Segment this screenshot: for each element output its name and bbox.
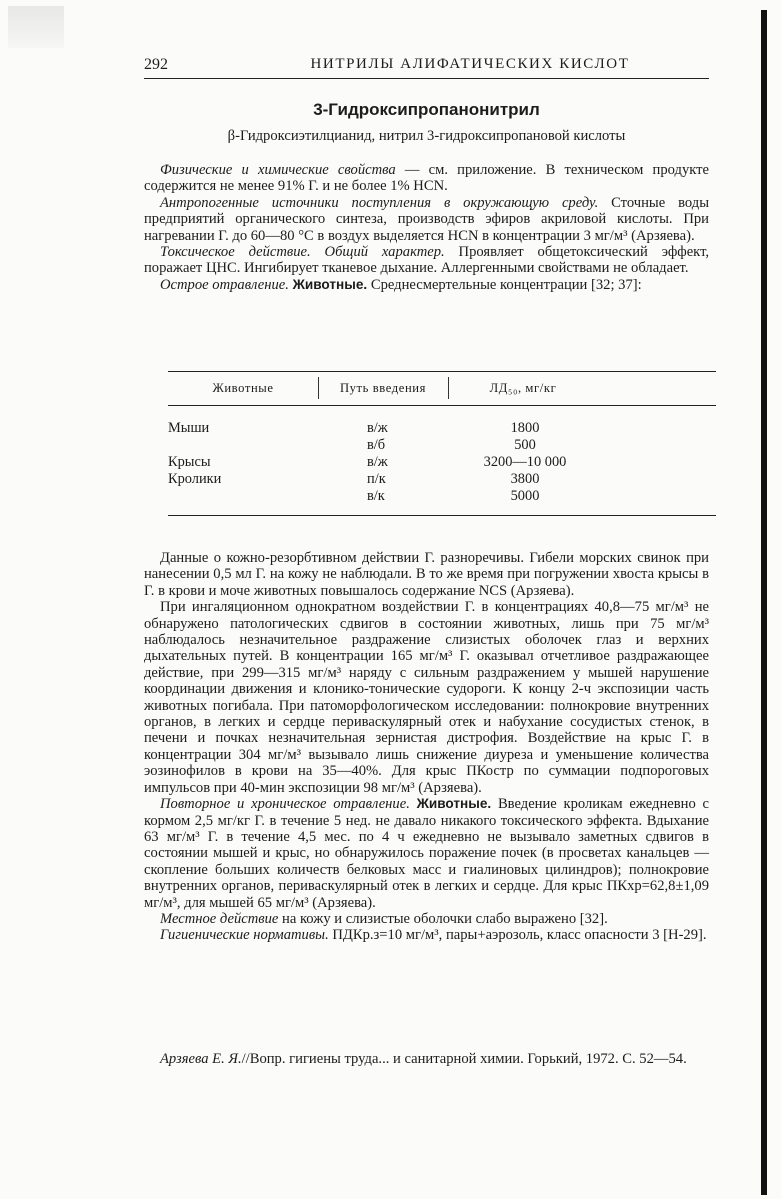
cell-route: в/ж [367, 420, 388, 436]
cell-value: 500 [514, 437, 536, 453]
sources-paragraph [144, 195, 709, 244]
hygiene-text: ПДКр.з=10 мг/м³, пары+аэрозоль, класс опасности 3 [Н-29]. [328, 927, 707, 944]
cell-value: 5000 [510, 488, 540, 504]
chronic-lead: Повторное и хроническое отравление. [160, 796, 410, 813]
toxic-text: Проявляет общетоксический эффект, поражает ЦНС. Ингибирует тканевое дыхание. Аллергенными свойствами не обладает. [144, 244, 709, 277]
cell-route: в/к [367, 488, 385, 504]
synonyms-line: β-Гидроксиэтилцианид, нитрил 3-гидроксипропановой кислоты [227, 128, 626, 144]
local-paragraph [144, 911, 709, 927]
cell-route: п/к [367, 471, 386, 487]
chronic-paragraph [144, 796, 709, 911]
col-header-route: Путь введения [339, 381, 427, 395]
reference-text: //Вопр. гигиены труда... и санитарной химии. Горький, 1972. С. 52—54. [241, 1051, 687, 1067]
main-block [144, 550, 709, 944]
table-row [168, 437, 716, 454]
table-row [168, 454, 716, 471]
cell-route: в/б [367, 437, 386, 453]
local-lead: Местное действие [160, 910, 279, 927]
table-header-rule [168, 405, 716, 406]
article-title: 3-Гидроксипропанонитрил [313, 100, 540, 119]
toxic-lead: Токсическое действие. Общий характер. [160, 244, 445, 261]
hygiene-paragraph [144, 927, 709, 943]
scan-edge-bar [761, 10, 767, 1195]
table-row [168, 488, 716, 505]
physchem-lead: Физические и химические свойства [160, 162, 396, 178]
sources-text: Сточные воды предприятий органического синтеза, производств эфиров акриловой кислоты. При нагревании Г. до 60—80 °С в воздух выделяется HCN в концентрации 3 мг/м³ (Арзяева). [144, 194, 709, 244]
col-header-ld50: ЛД₅₀, мг/кг [489, 381, 557, 395]
cell-animal: Мыши [168, 420, 210, 436]
chronic-text: Введение кроликам ежедневно с кормом 2,5 мг/кг Г. в течение 5 нед. не давало никакого токсического эффекта. Вдыхание 63 мг/м³ Г. в течение 4,5 мес. по 4 ч ежедневно не вызывало заметных сдвигов в состоянии мышей и крыс, но обнаружилось поражение почек (в просветах канальцев — скопление больших количеств белковых масс и гиалиновых цилиндров); полнокровие внутренних органов, периваскулярный отек в легких и сердце. Для крыс ПКхр=62,8±1,09 мг/м³, для мышей 65 мг/м³ (Арзяева). [144, 796, 709, 911]
cell-animal: Крысы [168, 454, 211, 470]
sources-lead: Антропогенные источники поступления в окружающую среду. [160, 194, 599, 211]
running-header [144, 56, 709, 79]
running-title: НИТРИЛЫ АЛИФАТИЧЕСКИХ КИСЛОТ [310, 56, 630, 72]
local-text: на кожу и слизистые оболочки слабо выражено [32]. [278, 910, 608, 927]
cell-value: 3800 [510, 471, 540, 487]
acute-paragraph [144, 277, 709, 293]
scan-smudge [8, 6, 64, 48]
cell-value: 1800 [510, 420, 540, 436]
physchem-paragraph [144, 162, 709, 195]
hygiene-lead: Гигиенические нормативы. [160, 927, 329, 944]
cell-animal: Кролики [168, 471, 222, 487]
reference-author: Арзяева Е. Я. [160, 1051, 242, 1067]
toxic-paragraph [144, 244, 709, 277]
reference-entry [144, 1050, 709, 1068]
physchem-text: — см. приложение. В техническом продукте содержится не менее 91% Г. и не более 1% HCN. [144, 162, 709, 195]
cell-route: в/ж [367, 454, 388, 470]
reference [144, 1050, 709, 1068]
table-row [168, 420, 716, 437]
acute-text: Среднесмертельные концентрации [32; 37]: [367, 276, 642, 293]
dermal-paragraph: Данные о кожно-резорбтивном действии Г. разноречивы. Гибели морских свинок при нанесении 0,5 мл Г. на кожу не наблюдали. В то же время при погружении хвоста крысы в Г. в крови и моче животных повышалось содержание NCS (Арзяева). [144, 550, 709, 599]
table-bottom-rule [168, 515, 716, 516]
acute-lead: Острое отравление. [160, 276, 289, 293]
cell-value: 3200—10 000 [483, 454, 567, 470]
acute-animals-label: Животные. [292, 276, 368, 292]
chronic-animals-label: Животные. [416, 796, 492, 812]
intro-block [144, 162, 709, 293]
page-number: 292 [144, 56, 168, 73]
table-row [168, 471, 716, 488]
col-header-animals: Животные [212, 381, 274, 395]
inhalation-paragraph: При ингаляционном однократном воздействии Г. в концентрациях 40,8—75 мг/м³ не обнаружено патологических сдвигов в состоянии животных, лишь при 75 мг/м³ наблюдалось незначительное раздражение слизистых оболочек глаз и верхних дыхательных путей. В концентрации 165 мг/м³ Г. оказывал отчетливое раздражающее действие, при 299—315 мг/м³ наряду с сильным раздражением у мышей нарушение координации движения и клонико-тонические судороги. К концу 2-ч экспозиции часть животных погибала. При патоморфологическом исследовании: полнокровие внутренних органов, в легких и сердце периваскулярный отек и набухание сосудистых стенок, в печени и почках незначительная зернистая дистрофия. Воздействие на крыс Г. в концентрации 304 мг/м³ вызывало лишь снижение диуреза и уменьшение количества эозинофилов в крови на 35—40%. Для крыс ПКостр по суммации подпороговых импульсов при 40-мин экспозиции 98 мг/м³ (Арзяева). [144, 599, 709, 796]
